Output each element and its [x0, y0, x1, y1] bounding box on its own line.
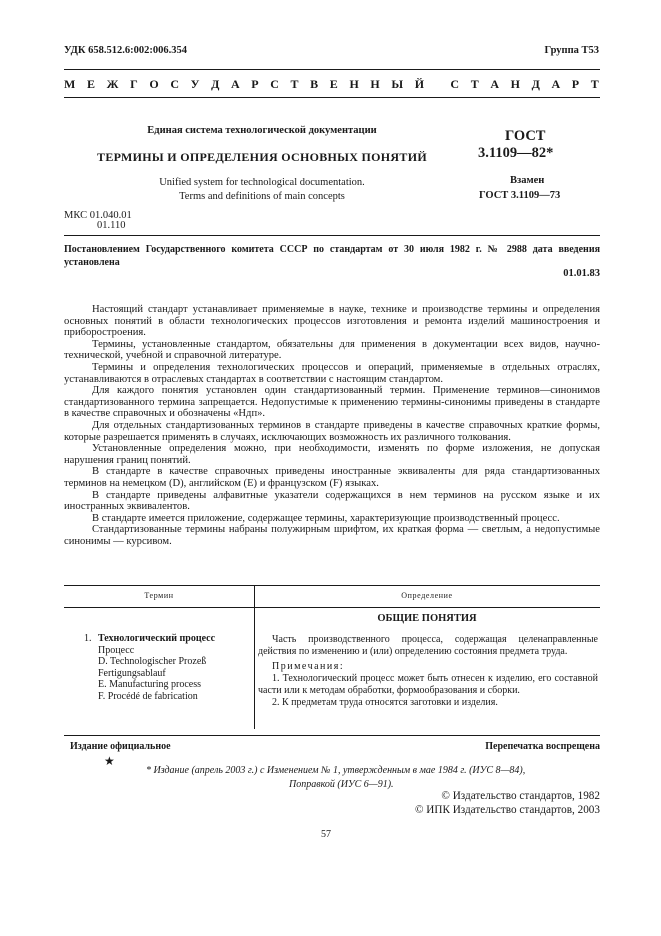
interstate-letter: Т	[470, 77, 479, 91]
top-rule	[64, 69, 600, 70]
group-code: Группа Т53	[544, 45, 599, 56]
term-number: 1.	[84, 633, 92, 644]
introduction-date: 01.01.83	[563, 268, 600, 279]
intro-paragraph: В стандарте имеется приложение, содержащее термины, характеризующие производственный процесс.	[92, 512, 560, 524]
interstate-letter: Н	[370, 77, 380, 91]
decree-text: Постановлением Государственного комитета СССР по стандартам от 30 июля 1982 г. № 2988 дата введения установлена	[64, 244, 600, 268]
gost-designation	[478, 128, 553, 162]
interstate-letter: Й	[414, 77, 425, 91]
interstate-letter: У	[190, 77, 200, 91]
gost-number: 3.1109—82*	[478, 145, 554, 161]
term-definition	[258, 634, 598, 708]
interstate-letter: С	[450, 77, 460, 91]
term-equivalent: D. Technologischer Prozeß	[98, 656, 207, 667]
term-entry	[98, 633, 215, 702]
english-title-line-1: Unified system for technological documentation.	[159, 177, 365, 188]
interstate-letter: Ы	[391, 77, 404, 91]
reprint-prohibited: Перепечатка воспрещена	[485, 741, 600, 752]
interstate-letter: Т	[590, 77, 599, 91]
page-number: 57	[321, 829, 331, 840]
interstate-letter: А	[490, 77, 499, 91]
table-bottom-rule	[64, 735, 600, 736]
mks-code-secondary: 01.110	[97, 220, 126, 231]
star-icon: ★	[104, 754, 115, 768]
interstate-letter: О	[149, 77, 159, 91]
interstate-letter: Н	[510, 77, 520, 91]
intro-paragraph: В стандарте в качестве справочных приведены иностранные эквиваленты для ряда стандартизованных терминов на немецком (D), английском (Е) и французском (F) языках.	[64, 466, 600, 489]
interstate-letter: А	[551, 77, 561, 91]
replaces-standard: ГОСТ 3.1109—73	[479, 190, 561, 201]
intro-paragraph: Установленные определения можно, при необходимости, изменять по форме изложения, не допуская нарушения границ понятий.	[64, 443, 600, 466]
mks-code: МКС 01.040.01	[64, 210, 132, 221]
intro-paragraph: Для отдельных стандартизованных терминов в стандарте приведены в качестве справочных краткие формы, которые разрешается применять в случаях, исключающих возможность их различного толкования.	[64, 419, 600, 443]
intro-paragraph: Термины, установленные стандартом, обязательны для применения в документации всех видов, научно-технической, учебной и справочной литературе.	[64, 338, 600, 362]
interstate-letter: Е	[329, 77, 338, 91]
section-title: ОБЩИЕ ПОНЯТИЯ	[377, 613, 477, 624]
interstate-letter: Р	[251, 77, 259, 91]
decree-rule	[64, 235, 600, 236]
note-item: 2. К предметам труда относятся заготовки и изделия.	[272, 696, 498, 708]
column-header-definition: Определение	[401, 591, 453, 600]
interstate-letter: В	[310, 77, 319, 91]
interstate-letter	[436, 77, 439, 92]
intro-paragraph: В стандарте приведены алфавитные указатели содержащихся в нем терминов на русском языке и их иностранных эквивалентов.	[64, 489, 600, 513]
heading-rule	[64, 97, 600, 98]
introduction	[64, 304, 600, 547]
edition-note-line-2: Поправкой (ИУС 6—91).	[289, 779, 394, 790]
interstate-letter: Г	[130, 77, 138, 91]
interstate-letter: С	[170, 77, 179, 91]
term-equivalent: E. Manufacturing process	[98, 679, 202, 690]
interstate-letter: Ж	[106, 77, 119, 91]
interstate-letter: С	[270, 77, 279, 91]
replaces-label: Взамен	[510, 175, 545, 186]
term-equivalent: F. Procédé de fabrication	[98, 690, 198, 702]
term-short-form: Процесс	[98, 644, 135, 656]
term-name: Технологический процесс	[98, 633, 216, 644]
interstate-letter: Р	[571, 77, 580, 91]
copyright-1982: © Издательство стандартов, 1982	[441, 790, 600, 802]
edition-note-line-1: * Издание (апрель 2003 г.) с Изменением № 1, утвержденным в мае 1984 г. (ИУС 8—84),	[146, 765, 526, 776]
interstate-letter: Е	[86, 77, 95, 91]
interstate-letter: Д	[531, 77, 540, 91]
interstate-letter: А	[230, 77, 240, 91]
table-header	[64, 585, 600, 608]
english-title-line-2: Terms and definitions of main concepts	[179, 191, 345, 202]
note-item: 1. Технологический процесс может быть отнесен к изделию, его составной части или к методам обработки, формообразования и сборки.	[258, 673, 598, 696]
main-title: ТЕРМИНЫ И ОПРЕДЕЛЕНИЯ ОСНОВНЫХ ПОНЯТИЙ	[97, 150, 427, 164]
interstate-letter: Д	[211, 77, 220, 91]
intro-paragraph: Стандартизованные термины набраны полужирным шрифтом, их краткая форма — светлым, а недопустимые синонимы — курсивом.	[64, 524, 600, 547]
column-divider	[254, 585, 255, 729]
official-edition: Издание официальное	[70, 741, 171, 752]
system-title: Единая система технологической документации	[147, 125, 377, 136]
term-equivalent: Fertigungsablauf	[98, 667, 166, 679]
udk-code: УДК 658.512.6:002:006.354	[64, 45, 187, 56]
interstate-letter: М	[64, 77, 76, 91]
interstate-letter: Т	[290, 77, 299, 91]
intro-paragraph: Настоящий стандарт устанавливает применяемые в науке, технике и производстве термины и определения основных понятий в области технологических процессов изготовления и ремонта изделий машиностроения и приборостроения.	[64, 304, 600, 339]
copyright-2003: © ИПК Издательство стандартов, 2003	[414, 804, 600, 816]
column-header-term: Термин	[144, 591, 174, 600]
interstate-standard-heading	[64, 77, 599, 92]
intro-paragraph: Для каждого понятия установлен один стандартизованный термин. Применение терминов—синонимов стандартизованного термина запрещается. Недопустимые к применению термины-синонимы приведены в стандарте в качестве справочных и обозначены «Ндп».	[64, 385, 600, 420]
notes-heading: Примечания:	[272, 661, 345, 673]
gost-label: ГОСТ	[505, 128, 546, 144]
interstate-letter: Н	[349, 77, 359, 91]
intro-paragraph: Термины и определения технологических процессов и операций, применяемые в отдельных отраслях, устанавливаются в отраслевых стандартах в соответствии с настоящим стандартом.	[64, 361, 600, 385]
definition-text: Часть производственного процесса, содержащая целенаправленные действия по изменению и (или) определению состояния предмета труда.	[258, 634, 598, 657]
